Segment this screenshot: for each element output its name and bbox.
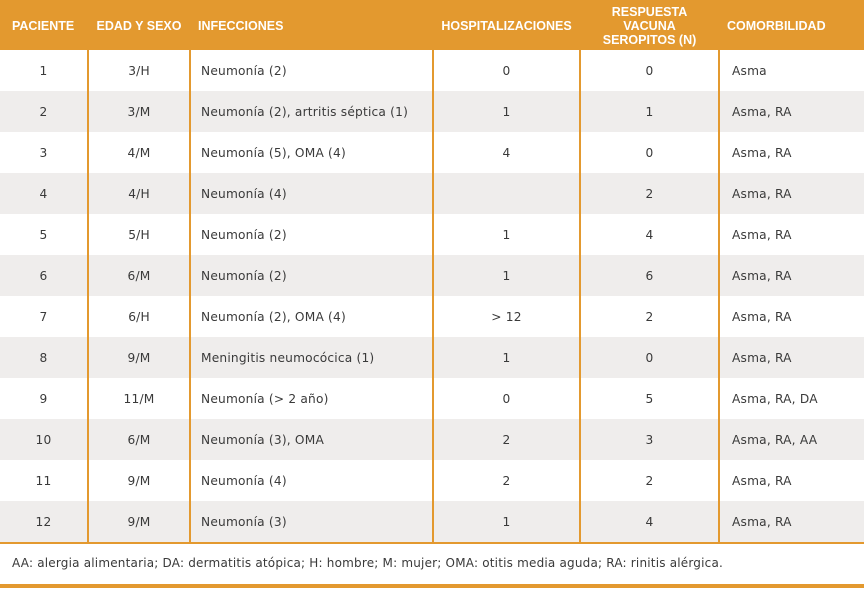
cell-hospitalizaciones: 1	[433, 255, 580, 296]
cell-infecciones: Neumonía (4)	[190, 173, 433, 214]
cell-paciente: 8	[0, 337, 88, 378]
cell-respuesta: 6	[580, 255, 719, 296]
cell-comorbilidad: Asma, RA	[719, 460, 864, 501]
cell-comorbilidad: Asma, RA, AA	[719, 419, 864, 460]
cell-hospitalizaciones: 2	[433, 419, 580, 460]
cell-comorbilidad: Asma, RA	[719, 173, 864, 214]
cell-respuesta: 2	[580, 460, 719, 501]
cell-paciente: 1	[0, 50, 88, 91]
cell-infecciones: Neumonía (2)	[190, 50, 433, 91]
cell-respuesta: 2	[580, 296, 719, 337]
cell-edad-sexo: 6/H	[88, 296, 190, 337]
cell-comorbilidad: Asma, RA	[719, 296, 864, 337]
cell-hospitalizaciones: 1	[433, 214, 580, 255]
cell-edad-sexo: 11/M	[88, 378, 190, 419]
cell-hospitalizaciones: 4	[433, 132, 580, 173]
cell-hospitalizaciones: 1	[433, 91, 580, 132]
cell-paciente: 6	[0, 255, 88, 296]
header-respuesta-line2: SEROPITOS (N)	[602, 33, 697, 47]
table-row	[0, 214, 864, 255]
cell-hospitalizaciones: 1	[433, 501, 580, 542]
cell-paciente: 5	[0, 214, 88, 255]
header-respuesta-vacuna	[580, 2, 719, 50]
cell-infecciones: Neumonía (2), artritis séptica (1)	[190, 91, 433, 132]
table-header	[0, 2, 864, 50]
cell-edad-sexo: 3/M	[88, 91, 190, 132]
cell-infecciones: Neumonía (2), OMA (4)	[190, 296, 433, 337]
table-row	[0, 378, 864, 419]
table-row	[0, 296, 864, 337]
cell-paciente: 10	[0, 419, 88, 460]
table-row	[0, 173, 864, 214]
table-row	[0, 460, 864, 501]
bottom-rule	[0, 584, 864, 588]
header-row	[0, 2, 864, 50]
header-infecciones: INFECCIONES	[190, 2, 433, 50]
header-respuesta-line1: RESPUESTA VACUNA	[611, 5, 688, 33]
cell-infecciones: Neumonía (3)	[190, 501, 433, 542]
cell-comorbilidad: Asma, RA	[719, 132, 864, 173]
table-row	[0, 501, 864, 542]
cell-respuesta: 4	[580, 501, 719, 542]
cell-edad-sexo: 4/H	[88, 173, 190, 214]
cell-paciente: 12	[0, 501, 88, 542]
cell-comorbilidad: Asma, RA, DA	[719, 378, 864, 419]
cell-comorbilidad: Asma, RA	[719, 337, 864, 378]
cell-hospitalizaciones: 1	[433, 337, 580, 378]
cell-edad-sexo: 9/M	[88, 460, 190, 501]
cell-edad-sexo: 3/H	[88, 50, 190, 91]
cell-infecciones: Neumonía (4)	[190, 460, 433, 501]
cell-infecciones: Neumonía (> 2 año)	[190, 378, 433, 419]
cell-respuesta: 0	[580, 50, 719, 91]
cell-paciente: 7	[0, 296, 88, 337]
header-comorbilidad: COMORBILIDAD	[719, 2, 864, 50]
cell-infecciones: Neumonía (2)	[190, 214, 433, 255]
cell-respuesta: 1	[580, 91, 719, 132]
table-body	[0, 50, 864, 542]
cell-paciente: 3	[0, 132, 88, 173]
cell-respuesta: 0	[580, 132, 719, 173]
cell-comorbilidad: Asma, RA	[719, 214, 864, 255]
cell-infecciones: Meningitis neumocócica (1)	[190, 337, 433, 378]
cell-respuesta: 0	[580, 337, 719, 378]
cell-paciente: 9	[0, 378, 88, 419]
cell-respuesta: 4	[580, 214, 719, 255]
cell-edad-sexo: 5/H	[88, 214, 190, 255]
cell-edad-sexo: 9/M	[88, 337, 190, 378]
cell-infecciones: Neumonía (5), OMA (4)	[190, 132, 433, 173]
cell-hospitalizaciones: > 12	[433, 296, 580, 337]
cell-comorbilidad: Asma, RA	[719, 501, 864, 542]
cell-respuesta: 2	[580, 173, 719, 214]
cell-hospitalizaciones: 0	[433, 50, 580, 91]
cell-comorbilidad: Asma	[719, 50, 864, 91]
cell-edad-sexo: 4/M	[88, 132, 190, 173]
cell-edad-sexo: 6/M	[88, 255, 190, 296]
cell-paciente: 4	[0, 173, 88, 214]
table-row	[0, 419, 864, 460]
patient-table	[0, 2, 864, 542]
header-edad-sexo: EDAD Y SEXO	[88, 2, 190, 50]
cell-edad-sexo: 9/M	[88, 501, 190, 542]
cell-hospitalizaciones: 0	[433, 378, 580, 419]
cell-infecciones: Neumonía (3), OMA	[190, 419, 433, 460]
cell-infecciones: Neumonía (2)	[190, 255, 433, 296]
table-footnote: AA: alergia alimentaria; DA: dermatitis atópica; H: hombre; M: mujer; OMA: otitis media aguda; RA: rinitis alérgica.	[0, 542, 864, 584]
table-row	[0, 91, 864, 132]
cell-edad-sexo: 6/M	[88, 419, 190, 460]
cell-respuesta: 5	[580, 378, 719, 419]
cell-hospitalizaciones	[433, 173, 580, 214]
table-row	[0, 337, 864, 378]
header-paciente: PACIENTE	[0, 2, 88, 50]
header-hospitalizaciones: HOSPITALIZACIONES	[433, 2, 580, 50]
cell-hospitalizaciones: 2	[433, 460, 580, 501]
table-row	[0, 255, 864, 296]
cell-paciente: 11	[0, 460, 88, 501]
table-row	[0, 132, 864, 173]
cell-respuesta: 3	[580, 419, 719, 460]
cell-paciente: 2	[0, 91, 88, 132]
cell-comorbilidad: Asma, RA	[719, 91, 864, 132]
cell-comorbilidad: Asma, RA	[719, 255, 864, 296]
table-row	[0, 50, 864, 91]
